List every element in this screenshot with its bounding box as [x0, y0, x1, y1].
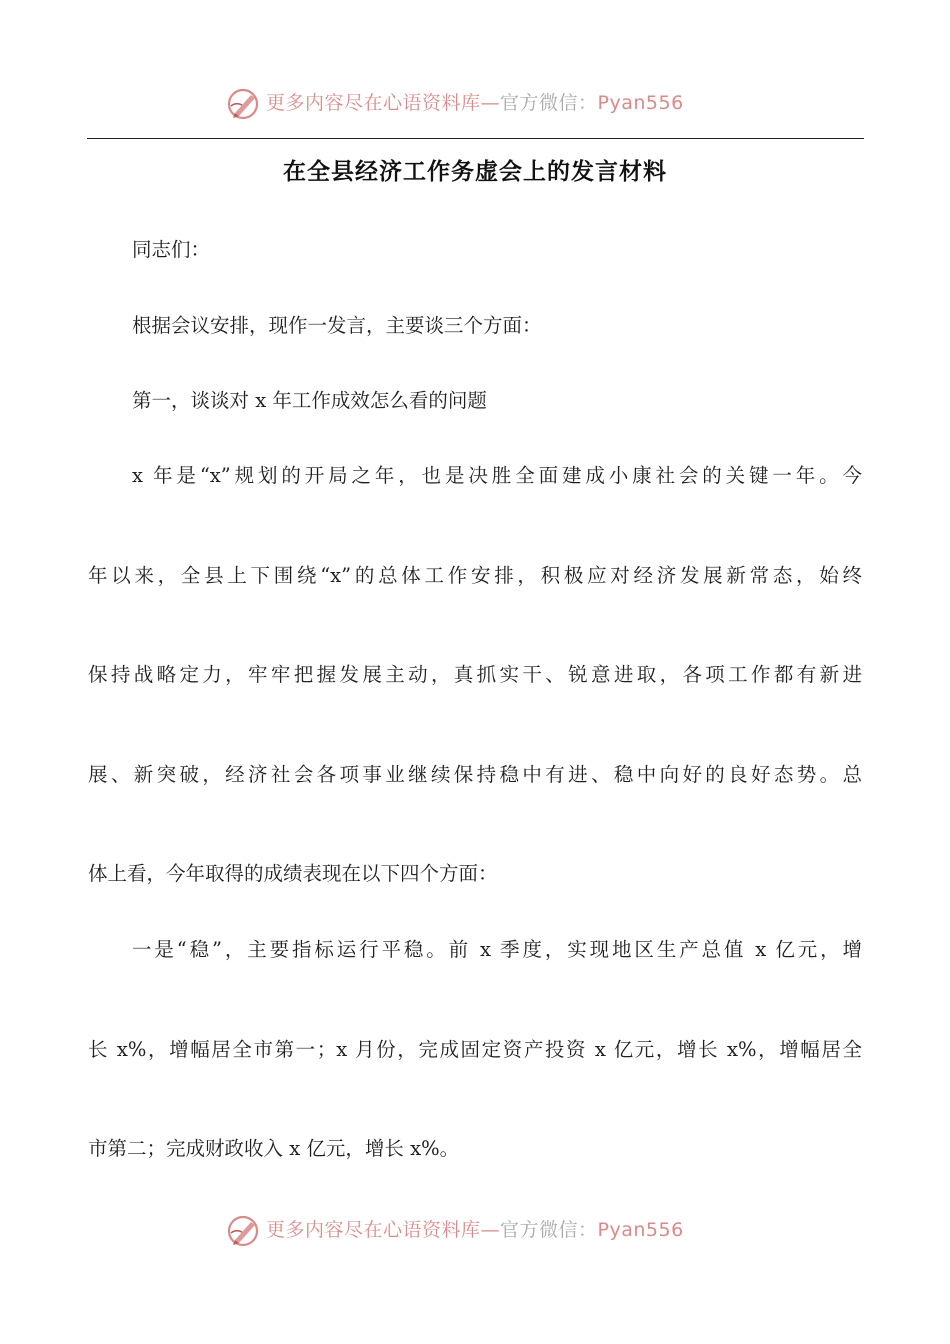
paragraph-line: 市第二；完成财政收入 x 亿元，增长 x%。 [88, 1137, 460, 1160]
intro-paragraph: 根据会议安排，现作一发言，主要谈三个方面： [132, 314, 542, 337]
banner-prefix: 更多内容尽在心语资料库 [266, 1219, 481, 1241]
paragraph-line: 体上看，今年取得的成绩表现在以下四个方面： [88, 862, 498, 885]
banner-text [266, 88, 684, 118]
banner-dash: — [480, 92, 501, 114]
banner-wechat-id: Pyan556 [597, 92, 684, 114]
paragraph-line: 长 x%，增幅居全市第一；x 月份，完成固定资产投资 x 亿元，增长 x%，增幅居全 [88, 1038, 862, 1061]
banner-wechat-id: Pyan556 [597, 1219, 684, 1241]
banner-dash: — [480, 1219, 501, 1241]
paragraph-line: 展、新突破，经济社会各项事业继续保持稳中有进、稳中向好的良好态势。总 [88, 763, 862, 786]
paragraph-line: x 年是“x”规划的开局之年，也是决胜全面建成小康社会的关键一年。今 [132, 464, 862, 487]
paragraph-line: 保持战略定力，牢牢把握发展主动，真抓实干、锐意进取，各项工作都有新进 [88, 663, 862, 686]
greeting: 同志们： [132, 238, 211, 261]
pen-logo-icon [226, 1213, 262, 1249]
paragraph-line: 年以来，全县上下围绕“x”的总体工作安排，积极应对经济发展新常态，始终 [88, 564, 862, 587]
banner-prefix: 更多内容尽在心语资料库 [266, 92, 481, 114]
header-divider [87, 138, 864, 139]
document-title: 在全县经济工作务虚会上的发言材料 [283, 158, 667, 185]
banner-text [266, 1215, 684, 1245]
banner-wechat-label: 官方微信： [500, 1219, 598, 1241]
header-banner [0, 84, 950, 124]
banner-wechat-label: 官方微信： [500, 92, 598, 114]
section-heading: 第一，谈谈对 x 年工作成效怎么看的问题 [132, 389, 487, 412]
paragraph-line: 一是“稳”，主要指标运行平稳。前 x 季度，实现地区生产总值 x 亿元，增 [132, 938, 862, 961]
pen-logo-icon [226, 86, 262, 122]
footer-banner [0, 1211, 950, 1251]
